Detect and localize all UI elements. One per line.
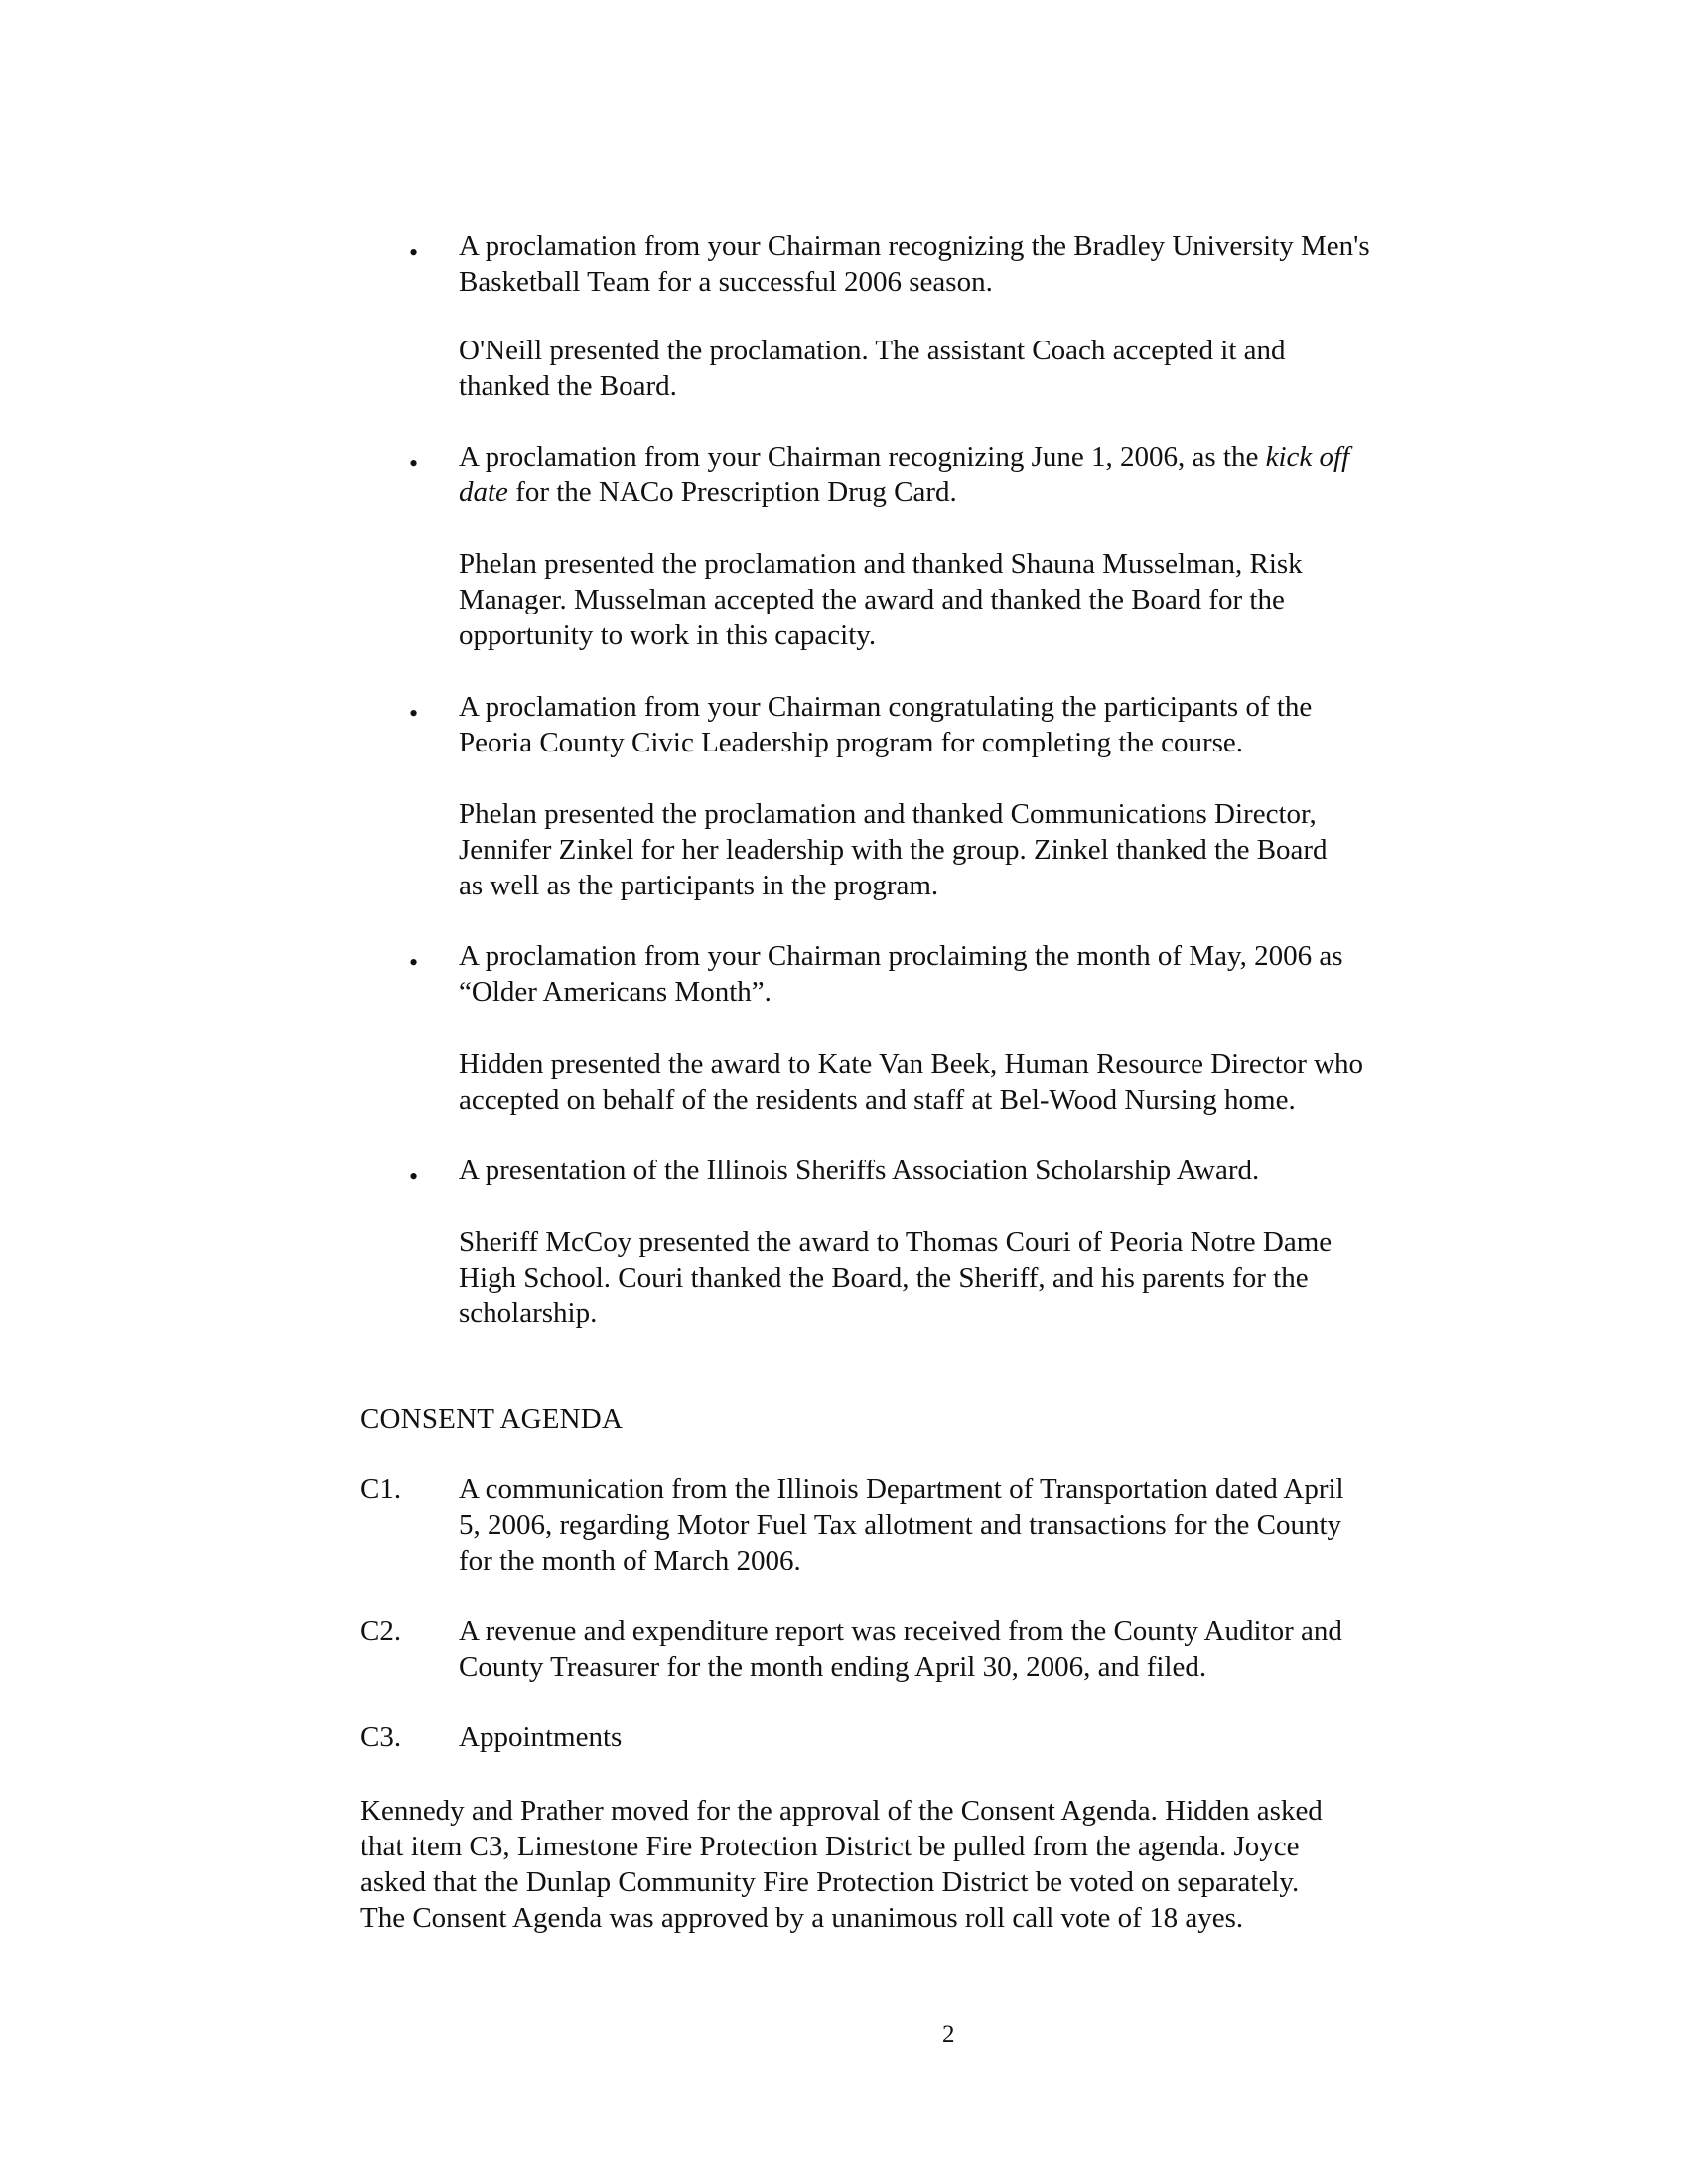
proclamation-1-line-1: A proclamation from your Chairman recognizing the Bradley University Men's: [459, 230, 1370, 262]
closing-line-3: asked that the Dunlap Community Fire Protection District be voted on separately.: [360, 1866, 1300, 1898]
proclamation-2-emphasis-2: date: [459, 477, 508, 508]
bullet-1: •: [409, 238, 419, 267]
bullet-2: •: [409, 449, 419, 478]
consent-agenda-heading: CONSENT AGENDA: [360, 1403, 624, 1434]
proclamation-5-line-1: A presentation of the Illinois Sheriffs Association Scholarship Award.: [459, 1155, 1260, 1186]
consent-item-c2-line-2: County Treasurer for the month ending April 30, 2006, and filed.: [459, 1651, 1207, 1683]
consent-item-c1-line-3: for the month of March 2006.: [459, 1545, 801, 1576]
consent-item-c2-line-1: A revenue and expenditure report was received from the County Auditor and: [459, 1615, 1342, 1647]
response-1-line-2: thanked the Board.: [459, 370, 677, 402]
closing-line-2: that item C3, Limestone Fire Protection District be pulled from the agenda. Joyce: [360, 1831, 1300, 1862]
response-3-line-3: as well as the participants in the program.: [459, 870, 939, 901]
closing-line-1: Kennedy and Prather moved for the approval of the Consent Agenda. Hidden asked: [360, 1795, 1323, 1827]
closing-line-4: The Consent Agenda was approved by a unanimous roll call vote of 18 ayes.: [360, 1902, 1244, 1934]
response-5-line-1: Sheriff McCoy presented the award to Thomas Couri of Peoria Notre Dame: [459, 1226, 1333, 1258]
response-5-line-3: scholarship.: [459, 1297, 598, 1329]
proclamation-3-line-1: A proclamation from your Chairman congratulating the participants of the: [459, 691, 1313, 723]
proclamation-2-line-2-text: for the NACo Prescription Drug Card.: [507, 477, 957, 508]
proclamation-2-line-1-text: A proclamation from your Chairman recognizing June 1, 2006, as the: [459, 441, 1266, 473]
response-4-line-2: accepted on behalf of the residents and staff at Bel-Wood Nursing home.: [459, 1084, 1296, 1116]
response-5-line-2: High School. Couri thanked the Board, the Sheriff, and his parents for the: [459, 1262, 1309, 1294]
response-2-line-2: Manager. Musselman accepted the award and thanked the Board for the: [459, 584, 1285, 615]
page-number: 2: [942, 2021, 955, 2048]
response-3-line-1: Phelan presented the proclamation and thanked Communications Director,: [459, 798, 1317, 830]
consent-item-c3-line-1: Appointments: [459, 1721, 623, 1753]
proclamation-3-line-2: Peoria County Civic Leadership program for completing the course.: [459, 727, 1244, 758]
response-2-line-1: Phelan presented the proclamation and thanked Shauna Musselman, Risk: [459, 548, 1303, 580]
response-2-line-3: opportunity to work in this capacity.: [459, 619, 877, 651]
proclamation-4-line-2: “Older Americans Month”.: [459, 976, 772, 1008]
bullet-5: •: [409, 1162, 419, 1191]
proclamation-2-emphasis-1: kick off: [1265, 441, 1350, 473]
consent-item-c2-label: C2.: [360, 1615, 402, 1647]
consent-item-c1-line-2: 5, 2006, regarding Motor Fuel Tax allotment and transactions for the County: [459, 1509, 1342, 1541]
proclamation-4-line-1: A proclamation from your Chairman proclaiming the month of May, 2006 as: [459, 940, 1343, 972]
bullet-4: •: [409, 948, 419, 977]
proclamation-1-line-2: Basketball Team for a successful 2006 season.: [459, 266, 993, 298]
response-3-line-2: Jennifer Zinkel for her leadership with the group. Zinkel thanked the Board: [459, 834, 1328, 866]
proclamation-2-line-1: [459, 439, 1349, 475]
proclamation-2-line-2: [459, 475, 957, 510]
response-1-line-1: O'Neill presented the proclamation. The assistant Coach accepted it and: [459, 335, 1286, 366]
bullet-3: •: [409, 699, 419, 728]
consent-item-c3-label: C3.: [360, 1721, 402, 1753]
response-4-line-1: Hidden presented the award to Kate Van Beek, Human Resource Director who: [459, 1048, 1364, 1080]
consent-item-c1-line-1: A communication from the Illinois Department of Transportation dated April: [459, 1473, 1344, 1505]
consent-item-c1-label: C1.: [360, 1473, 402, 1505]
